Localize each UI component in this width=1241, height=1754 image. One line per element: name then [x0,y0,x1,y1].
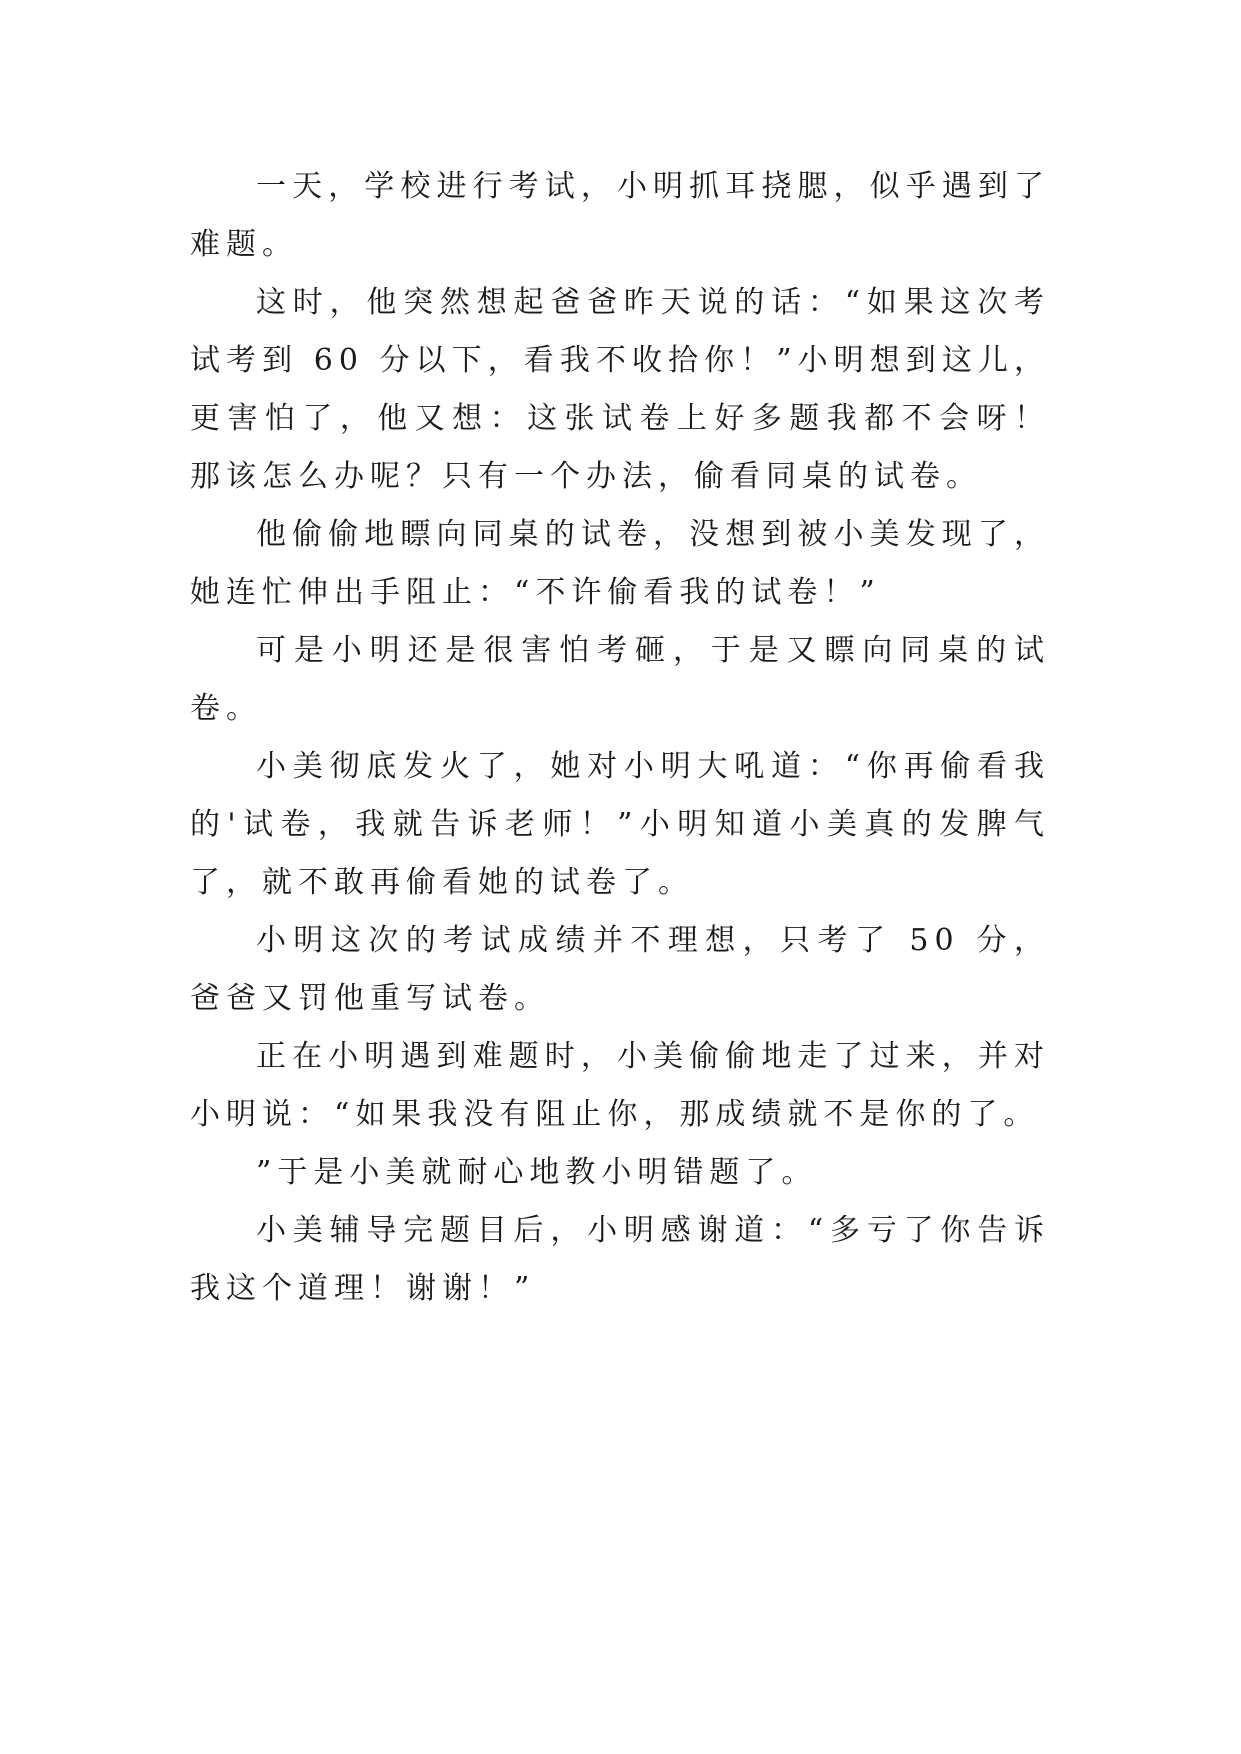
paragraph: 他偷偷地瞟向同桌的试卷，没想到被小美发现了，她连忙伸出手阻止：“不许偷看我的试卷！” [190,517,1050,610]
paragraph: 这时，他突然想起爸爸昨天说的话：“如果这次考试考到 60 分以下，看我不收拾你！”小明想到这儿，更害怕了，他又想：这张试卷上好多题我都不会呀！那该怎么办呢？只有一个办法，偷看同桌的试卷。 [190,285,1050,494]
paragraph: 小明这次的考试成绩并不理想，只考了 50 分，爸爸又罚他重写试卷。 [190,923,1050,1016]
paragraph: 小美彻底发火了，她对小明大吼道：“你再偷看我的'试卷，我就告诉老师！”小明知道小美真的发脾气了，就不敢再偷看她的试卷了。 [190,749,1050,900]
paragraph: 一天，学校进行考试，小明抓耳挠腮，似乎遇到了难题。 [190,169,1050,262]
paragraph: ”于是小美就耐心地教小明错题了。 [256,1155,818,1190]
paragraph: 正在小明遇到难题时，小美偷偷地走了过来，并对小明说：“如果我没有阻止你，那成绩就不是你的了。 [190,1039,1050,1132]
document-body [190,158,1050,1318]
paragraph: 小美辅导完题目后，小明感谢道：“多亏了你告诉我这个道理！谢谢！” [190,1213,1050,1306]
paragraph: 可是小明还是很害怕考砸，于是又瞟向同桌的试卷。 [190,633,1050,726]
